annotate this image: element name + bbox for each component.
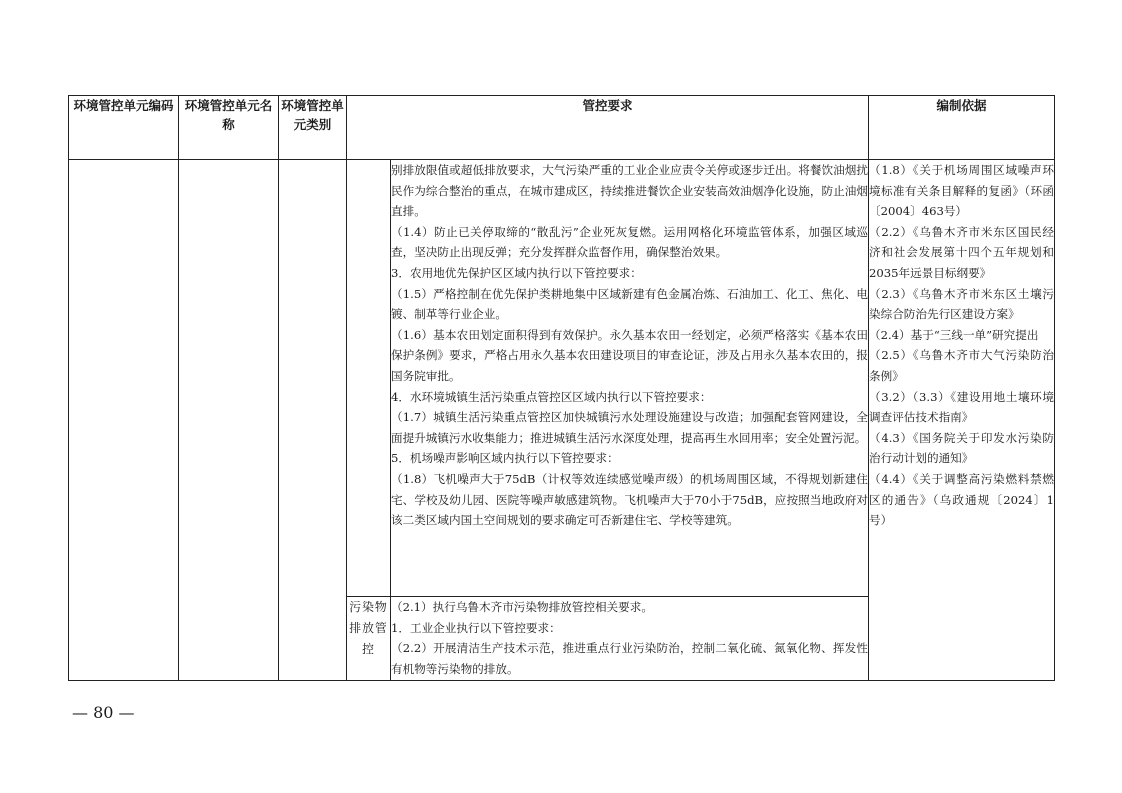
requirement-paragraph: （2.2）开展清洁生产技术示范，推进重点行业污染防治，控制二氧化硫、氮氧化物、挥发性有机物等污染物的排放。 [391,641,869,676]
requirement-paragraph: （1.4）防止已关停取缔的“散乱污”企业死灰复燃。运用网格化环境监管体系，加强区域巡查，坚决防止出现反弹；充分发挥群众监督作用，确保整治效果。 [391,224,869,260]
header-unit-code: 环境管控单元编码 [69,96,179,160]
page-number: — 80 — [72,703,135,722]
requirements-cell-spatial [391,160,869,597]
header-basis: 编制依据 [869,96,1055,160]
basis-cell [869,160,1055,681]
requirement-paragraph: （1.5）严格控制在优先保护类耕地集中区域新建有色金属冶炼、石油加工、化工、焦化、电镀、制革等行业企业。 [391,286,869,322]
table-row [69,160,1055,597]
basis-item: （2.5）《乌鲁木齐市大气污染防治条例》 [869,348,1055,383]
requirement-heading: 3．农用地优先保护区区域内执行以下管控要求： [391,265,642,280]
header-unit-category: 环境管控单元类别 [279,96,347,160]
basis-item: （2.2）《乌鲁木齐市米东区国民经济和社会发展第十四个五年规划和2035年远景目标纲要》 [869,224,1055,280]
requirement-paragraph: （2.1）执行乌鲁木齐市污染物排放管控相关要求。 [391,600,653,614]
basis-item: （4.4）《关于调整高污染燃料禁燃区的通告》（乌政通规〔2024〕1号） [869,471,1055,528]
requirement-heading: 4．水环境城镇生活污染重点管控区区域内执行以下管控要求： [391,389,712,404]
requirements-cell-pollutant [391,597,869,681]
requirement-paragraph: （1.6）基本农田划定面积得到有效保护。永久基本农田一经划定，必须严格落实《基本农田保护条例》要求，严格占用永久基本农田建设项目的审查论证，涉及占用永久基本农田的，报国务院审批。 [391,327,869,383]
unit-code-cell [69,160,179,681]
requirement-paragraph: （1.7）城镇生活污染重点管控区加快城镇污水处理设施建设与改造；加强配套管网建设，全面提升城镇污水收集能力；推进城镇生活污水深度处理，提高再生水回用率；安全处置污泥。 [391,410,869,445]
requirement-paragraph: （1.8）飞机噪声大于75dB（计权等效连续感觉噪声级）的机场周围区域，不得规划新建住宅、学校及幼儿园、医院等噪声敏感建筑物。飞机噪声大于70小于75dB，应按照当地政府对该二类区域内国土空间规划的要求确定可否新建住宅、学校等建筑。 [391,471,869,528]
requirement-paragraph: 别排放限值或超低排放要求，大气污染严重的工业企业应责令关停或逐步迁出。将餐饮油烟扰民作为综合整治的重点，在城市建成区，持续推进餐饮企业安装高效油烟净化设施，防止油烟直排。 [391,163,869,219]
requirement-heading: 5．机场噪声影响区域内执行以下管控要求： [391,451,619,466]
basis-item: （2.4）基于“三线一单”研究提出 [869,327,1039,342]
basis-item: （2.3）《乌鲁木齐市米东区土壤污染综合防治先行区建设方案》 [869,286,1055,322]
table-header-row [69,96,1055,160]
subcategory-pollutant-discharge: 污染物排放管控 [347,597,391,681]
basis-item: （4.3）《国务院关于印发水污染防治行动计划的通知》 [869,430,1055,466]
requirement-heading: 1．工业企业执行以下管控要求： [391,620,561,635]
header-unit-name: 环境管控单元名称 [179,96,279,160]
basis-item: （1.8）《关于机场周围区域噪声环境标准有关条目解释的复函》（环函〔2004〕463号） [869,163,1055,219]
unit-category-cell [279,160,347,681]
subcategory-cell-spatial [347,160,391,597]
header-control-requirements: 管控要求 [347,96,869,160]
basis-item: （3.2）（3.3）《建设用地土壤环境调查评估技术指南》 [869,389,1055,425]
unit-name-cell [179,160,279,681]
regulation-table [68,95,1055,681]
